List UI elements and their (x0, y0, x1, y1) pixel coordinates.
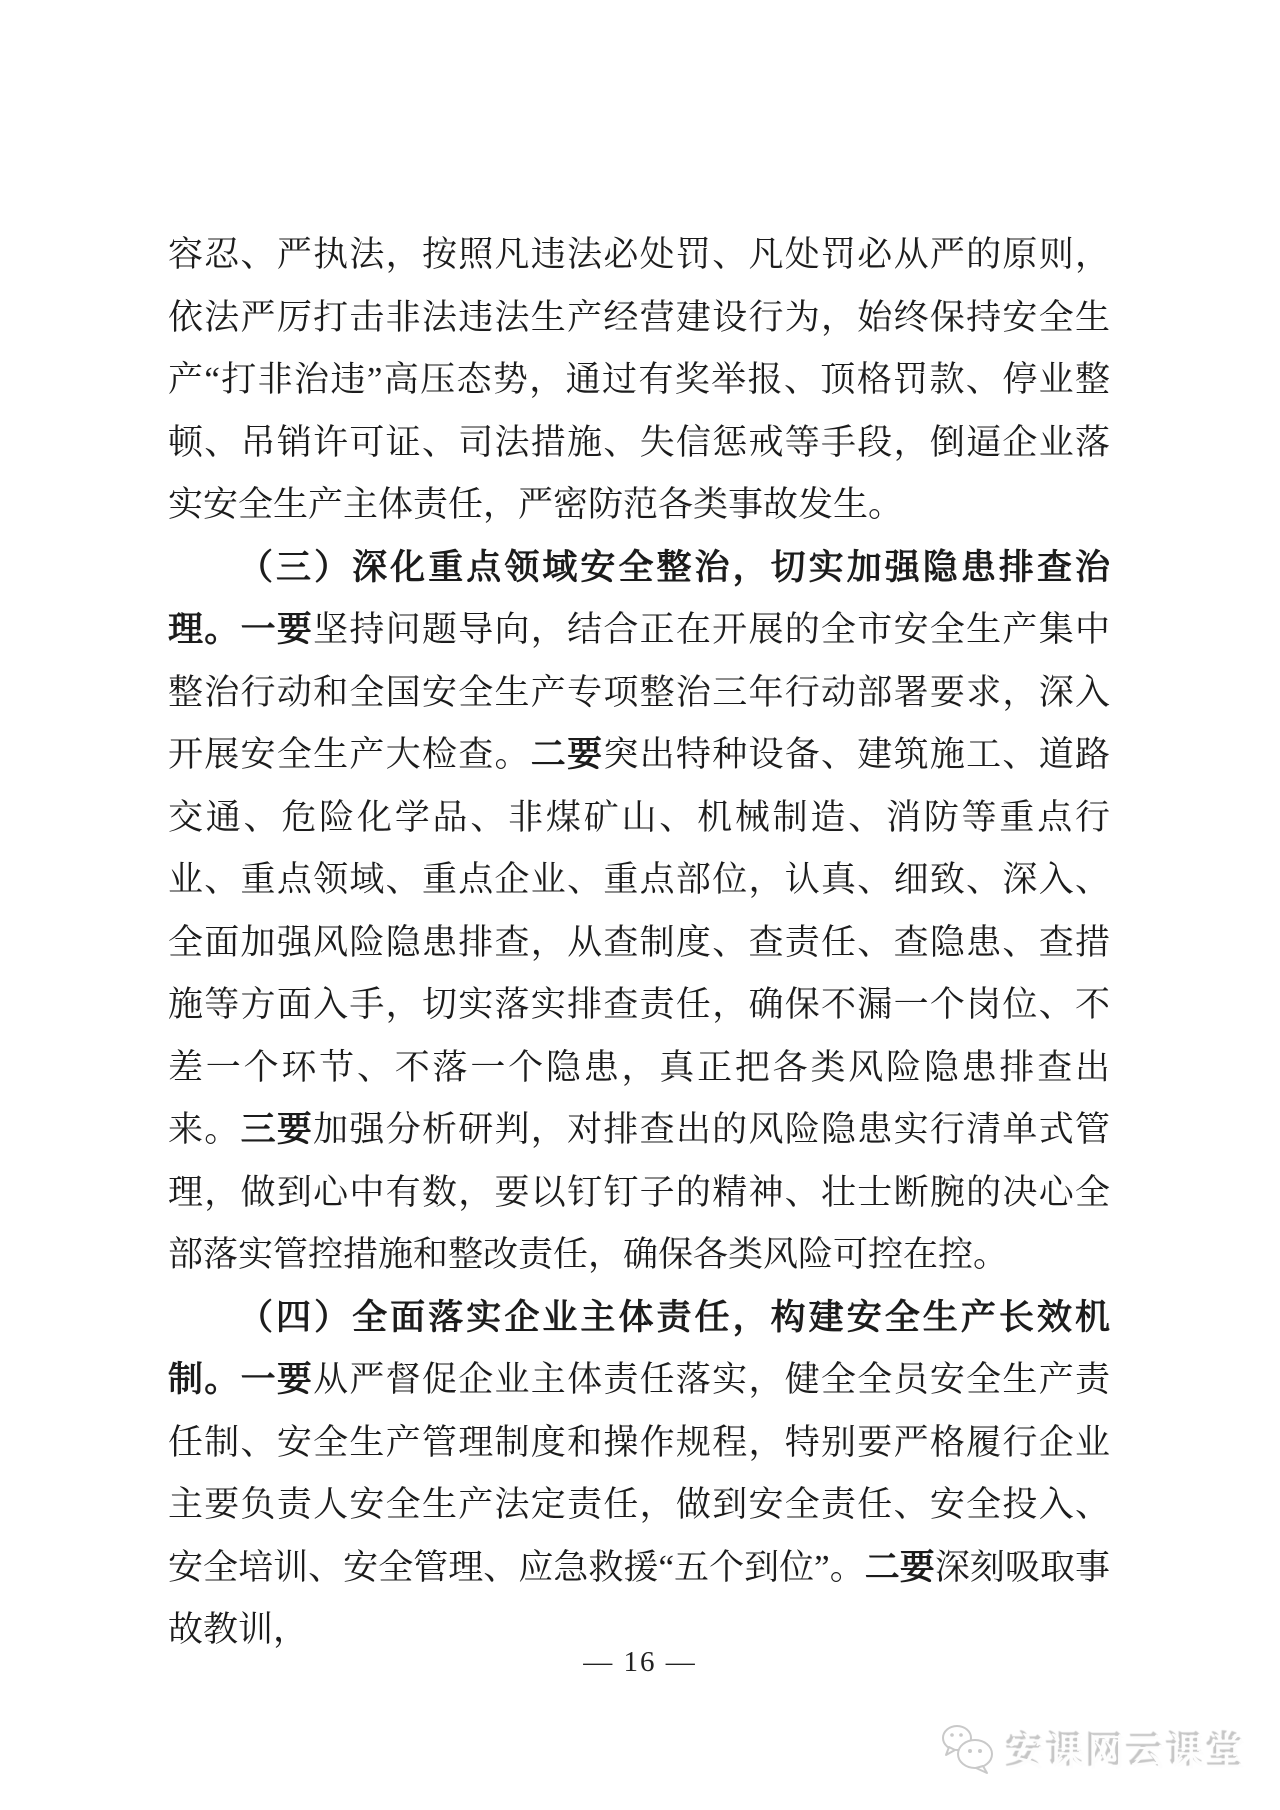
text-run: 突出特种设备、建筑施工、道路交通、危险化学品、非煤矿山、机械制造、消防等重点行业、重点领域、重点企业、重点部位，认真、细致、深入、全面加强风险隐患排查，从查制度、查责任、查隐患、查措施等方面入手，切实落实排查责任，确保不漏一个岗位、不差一个环节、不落一个隐患，真正把各类风险隐患排查出来。 (168, 735, 1110, 1149)
emphasis-run: （三）深化重点领域安全整治，切实加强隐患排查治理。 (168, 547, 1110, 649)
chat-bubbles-icon (940, 1723, 996, 1775)
paragraph (168, 537, 1110, 1287)
watermark-text: 安课网云课堂 (1008, 1732, 1248, 1773)
text-run: 容忍、严执法，按照凡违法必处罚、凡处罚必从严的原则，依法严厉打击非法违法生产经营建设行为，始终保持安全生产“打非治违”高压态势，通过有奖举报、顶格罚款、停业整顿、吊销许可证、司法措施、失信惩戒等手段，倒逼企业落实安全生产主体责任，严密防范各类事故发生。 (168, 235, 1110, 524)
paragraph (168, 224, 1110, 537)
emphasis-run: 二要 (864, 1547, 935, 1587)
emphasis-run: 二要 (530, 735, 604, 774)
text-run: 坚持问题导向，结合正在开展的全市安全生产集中整治行动和全国安全生产专项整治三年行动部署要求，深入开展安全生产大检查。 (168, 610, 1110, 774)
emphasis-run: 一要 (240, 610, 314, 649)
page-number: — 16 — (583, 1646, 697, 1678)
text-run: 加强分析研判，对排查出的风险隐患实行清单式管理，做到心中有数，要以钉钉子的精神、壮士断腕的决心全部落实管控措施和整改责任，确保各类风险可控在控。 (168, 1110, 1110, 1274)
emphasis-run: 一要 (240, 1360, 314, 1399)
watermark (940, 1722, 1248, 1776)
emphasis-run: 三要 (240, 1110, 314, 1149)
text-run: 从严督促企业主体责任落实，健全全员安全生产责任制、安全生产管理制度和操作规程，特别要严格履行企业主要负责人安全生产法定责任，做到安全责任、安全投入、安全培训、安全管理、应急救援“五个到位”。 (168, 1360, 1110, 1587)
text-run: 深刻吸取事故教训， (168, 1547, 1110, 1649)
paragraph (168, 1287, 1110, 1662)
document-body (168, 224, 1110, 1662)
emphasis-run: （四）全面落实企业主体责任，构建安全生产长效机制。 (168, 1297, 1110, 1399)
